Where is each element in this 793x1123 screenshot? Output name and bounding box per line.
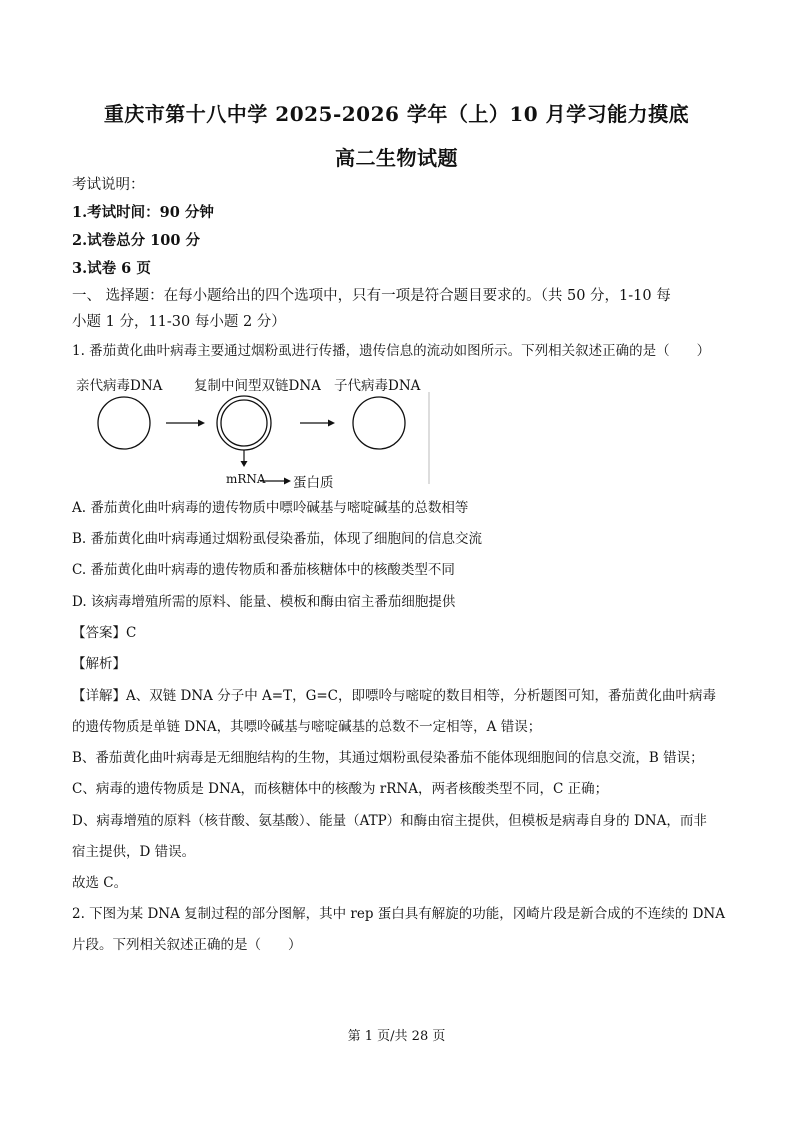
section-heading-line-2: 小题 1 分，11-30 每小题 2 分） bbox=[72, 314, 286, 330]
analysis-line-4: C、病毒的遗传物质是 DNA，而核糖体中的核酸为 rRNA，两者核酸类型不同，C 正确； bbox=[72, 781, 609, 797]
question-1-answer: 【答案】C bbox=[72, 625, 137, 641]
diagram-label-mrna: mRNA bbox=[226, 472, 266, 486]
question-1-option-c: C. 番茄黄化曲叶病毒的遗传物质和番茄核糖体中的核酸类型不同 bbox=[72, 562, 455, 578]
diagram-label-protein: 蛋白质 bbox=[293, 475, 334, 491]
analysis-conclusion: 故选 C。 bbox=[72, 875, 128, 891]
analysis-line-2: 的遗传物质是单链 DNA，其嘌呤碱基与嘧啶碱基的总数不一定相等，A 错误； bbox=[72, 719, 542, 735]
replicative-dna-outer-circle bbox=[217, 396, 271, 450]
arrowhead-replicative-to-mrna bbox=[241, 461, 248, 467]
page-number-footer: 第 1 页/共 28 页 bbox=[347, 1029, 446, 1044]
diagram-label-progeny-dna: 子代病毒DNA bbox=[334, 378, 421, 394]
question-1-option-b: B. 番茄黄化曲叶病毒通过烟粉虱侵染番茄，体现了细胞间的信息交流 bbox=[72, 531, 483, 547]
arrowhead-replicative-to-progeny bbox=[328, 420, 335, 427]
question-1-option-a: A. 番茄黄化曲叶病毒的遗传物质中嘌呤碱基与嘧啶碱基的总数相等 bbox=[72, 500, 469, 516]
question-2-stem-line-2: 片段。下列相关叙述正确的是（ ） bbox=[72, 937, 302, 953]
analysis-line-6: 宿主提供，D 错误。 bbox=[72, 844, 196, 860]
analysis-line-1: 【详解】A、双链 DNA 分子中 A=T，G=C，即嘌呤与嘧啶的数目相等，分析题图可知，番茄黄化曲叶病毒 bbox=[72, 688, 716, 704]
diagram-label-parent-dna: 亲代病毒DNA bbox=[76, 378, 163, 394]
arrowhead-parent-to-replicative bbox=[198, 420, 205, 427]
instruction-item-score: 2.试卷总分 100 分 bbox=[72, 232, 201, 249]
instruction-item-pages: 3.试卷 6 页 bbox=[72, 260, 151, 277]
question-1-analysis-heading: 【解析】 bbox=[72, 656, 126, 672]
page-title-line-1: 重庆市第十八中学 2025-2026 学年（上）10 月学习能力摸底 bbox=[103, 102, 690, 126]
analysis-line-3: B、番茄黄化曲叶病毒是无细胞结构的生物，其通过烟粉虱侵染番茄不能体现细胞间的信息交流，B 错误； bbox=[72, 750, 704, 766]
instructions-heading: 考试说明： bbox=[72, 177, 145, 193]
replicative-dna-inner-circle bbox=[221, 400, 267, 446]
question-1-diagram bbox=[72, 372, 432, 490]
instruction-item-time: 1.考试时间：90 分钟 bbox=[72, 204, 214, 221]
question-1-option-d: D. 该病毒增殖所需的原料、能量、模板和酶由宿主番茄细胞提供 bbox=[72, 594, 456, 610]
analysis-line-5: D、病毒增殖的原料（核苷酸、氨基酸）、能量（ATP）和酶由宿主提供，但模板是病毒自身的 DNA，而非 bbox=[72, 813, 707, 829]
diagram-label-replicative-dna: 复制中间型双链DNA bbox=[194, 378, 321, 394]
arrowhead-mrna-to-protein bbox=[284, 478, 291, 485]
parent-dna-circle bbox=[98, 397, 150, 449]
question-2-stem-line-1: 2. 下图为某 DNA 复制过程的部分图解，其中 rep 蛋白具有解旋的功能，冈崎片段是新合成的不连续的 DNA bbox=[72, 906, 725, 922]
question-1-stem: 1. 番茄黄化曲叶病毒主要通过烟粉虱进行传播，遗传信息的流动如图所示。下列相关叙述正确的是（ ） bbox=[72, 343, 711, 359]
section-heading-line-1: 一、 选择题：在每小题给出的四个选项中，只有一项是符合题目要求的。（共 50 分，1-10 每 bbox=[72, 288, 671, 304]
progeny-dna-circle bbox=[353, 397, 405, 449]
page-title-line-2: 高二生物试题 bbox=[335, 146, 458, 170]
